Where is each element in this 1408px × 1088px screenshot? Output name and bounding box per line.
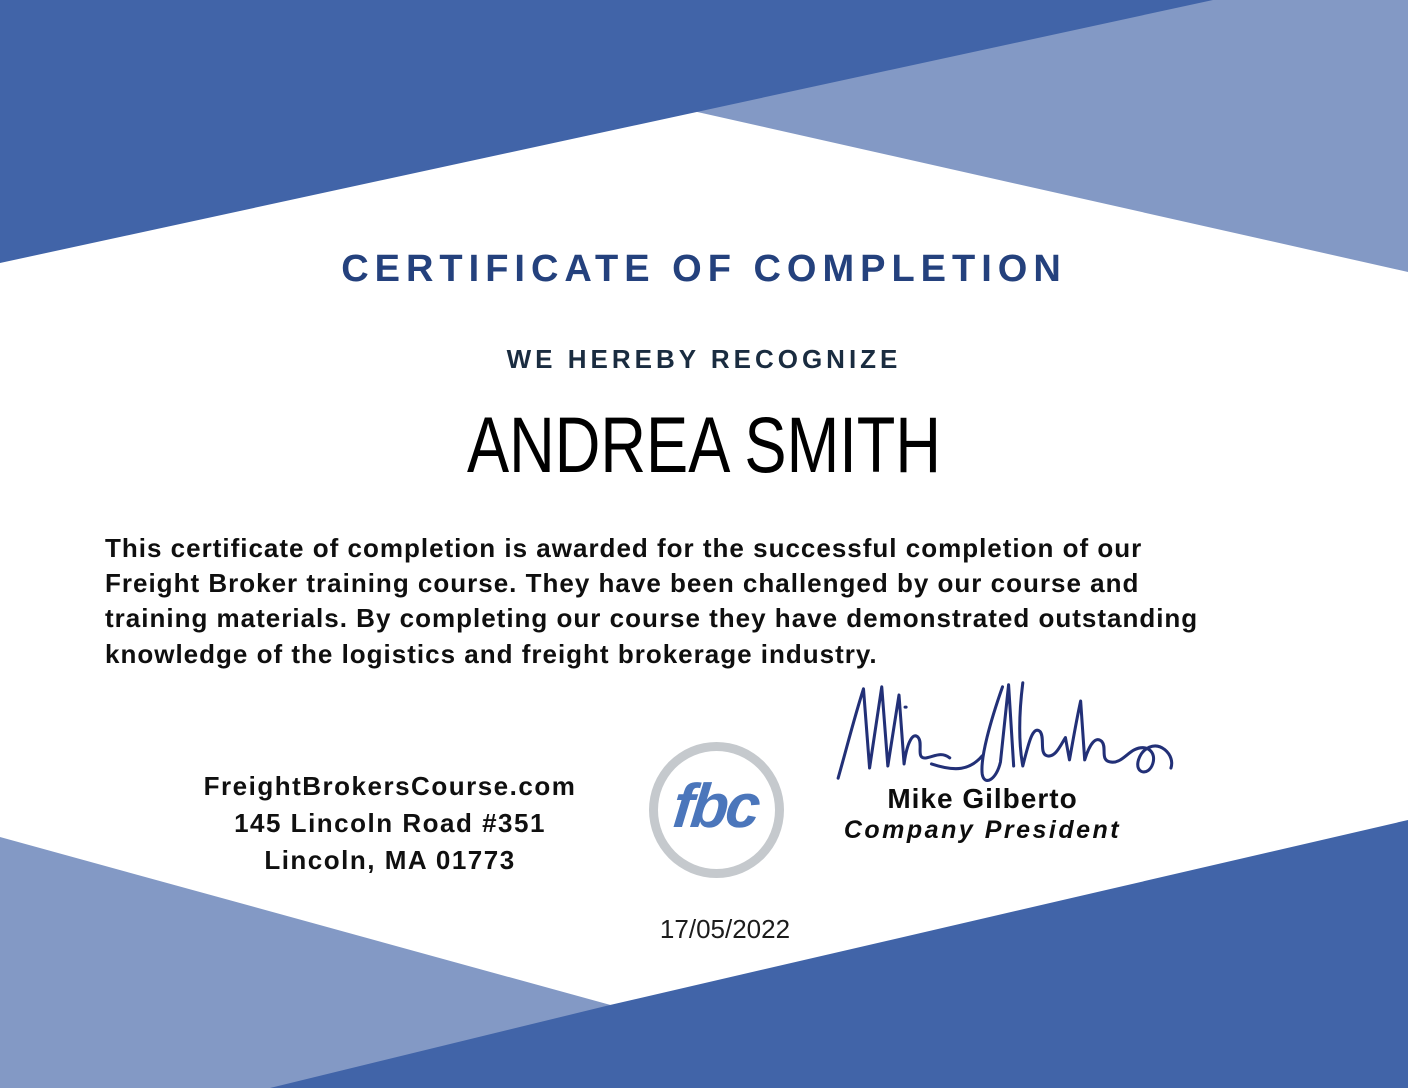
issuer-address-line2: Lincoln, MA 01773 <box>264 845 516 875</box>
signer-name: Mike Gilberto <box>887 783 1078 814</box>
signature-stroke-gilberto <box>982 683 1172 781</box>
signature-stroke-connector <box>931 756 982 769</box>
fbc-logo-text: fbc <box>669 771 761 841</box>
recipient-name: ANDREA SMITH <box>466 400 942 489</box>
issue-date: 17/05/2022 <box>659 914 791 944</box>
body-line: This certificate of completion is awarded for the successful completion of our <box>105 533 1143 563</box>
certificate-subtitle: WE HEREBY RECOGNIZE <box>506 344 902 374</box>
body-line: Freight Broker training course. They have been challenged by our course and <box>105 568 1140 599</box>
body-line: knowledge of the logistics and freight brokerage industry. <box>105 638 878 669</box>
issuer-website: FreightBrokersCourse.com <box>203 771 577 801</box>
issuer-address-line1: 145 Lincoln Road #351 <box>234 808 546 838</box>
certificate-body <box>105 531 1315 672</box>
body-line: training materials. By completing our course they have demonstrated outstanding <box>105 603 1199 634</box>
fbc-logo <box>649 742 784 878</box>
certificate-title: CERTIFICATE OF COMPLETION <box>341 248 1067 290</box>
issuer-address-block <box>170 768 610 879</box>
signer-title: Company President <box>843 816 1122 844</box>
signature-image <box>830 673 1175 793</box>
